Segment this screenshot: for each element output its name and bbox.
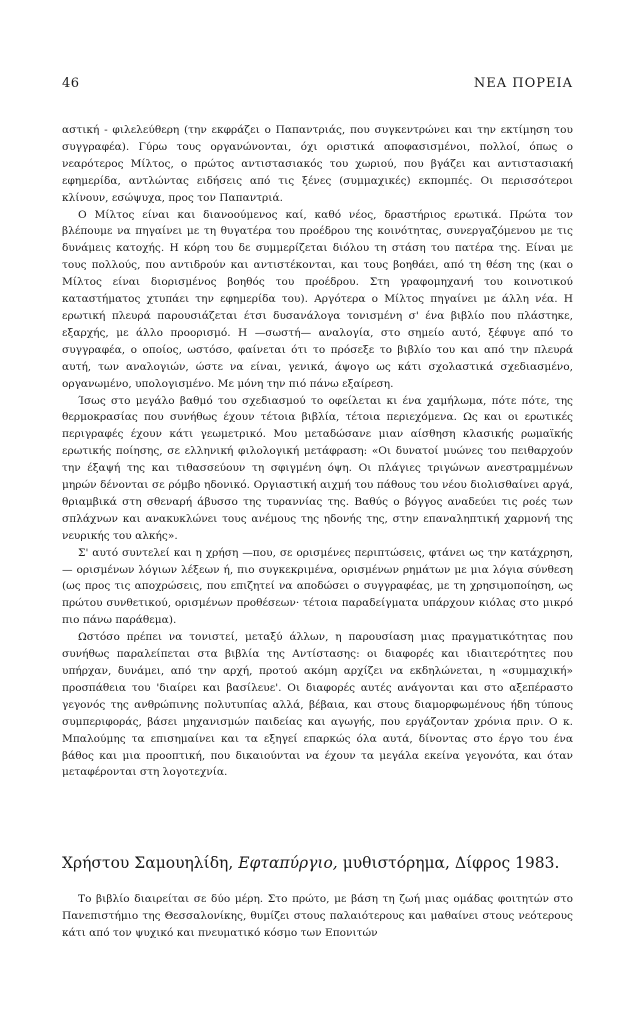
article-body <box>62 122 573 781</box>
paragraph: αστική - φιλελεύθερη (την εκφράζει ο Παπαντριάς, που συγκεντρώνει και την εκτίμηση του συγγραφέα). Γύρω τους οργανώνονται, όχι οριστικά αποφασισμένοι, πολλοί, όπως ο νεαρότερος Μίλτος, ο πρώτος αντιστασιακός του χωριού, που βγάζει και αντιστασιακή εφημερίδα, αντλώντας ειδήσεις από τις ξένες (συμμαχικές) εκπομπές. Οι περισσότεροι κλίνουν, εσώψυχα, προς τον Παπαντριά. <box>62 124 573 204</box>
running-head <box>62 76 573 94</box>
paragraph: Το βιβλίο διαιρείται σε δύο μέρη. Στο πρώτο, με βάση τη ζωή μιας ομάδας φοιτητών στο Πανεπιστήμιο της Θεσσαλονίκης, θυμίζει στους παλαιότερους και μαθαίνει στους νεότερους κάτι από τον ψυχικό και πνευματικό κόσμο των Επονιτών <box>62 893 573 939</box>
review-body <box>62 891 573 942</box>
paragraph: Ο Μίλτος είναι και διανοούμενος καί, καθό νέος, δραστήριος ερωτικά. Πρώτα τον βλέπουμε να πηγαίνει με τη θυγατέρα του προέδρου της κοινότητας, συνεργαζόμενου με τις δυνάμεις κατοχής. Η κόρη του δε συμμερίζεται διόλου τη στάση του πατέρα της. Είναι με τους πολλούς, που αντιδρούν και αντιστέκονται, και τους βοηθάει, από τη θέση της (και ο Μίλτος είναι διορισμένος βοηθός του προέδρου. Στη γραφομηχανή του κοινοτικού καταστήματος χτυπάει την εφημερίδα του). Αργότερα ο Μίλτος πηγαίνει με άλλη νέα. Η ερωτική πλευρά παρουσιάζεται έτσι δυσανάλογα τονισμένη σ' ένα βιβλίο που πλάστηκε, εξαρχής, με άλλο προορισμό. Η —σωστή— αναλογία, στο σημείο αυτό, ξέφυγε από το συγγραφέα, ο οποίος, ωστόσο, φαίνεται ότι το πρόσεξε το βιβλίο του και από την πλευρά αυτή, των αναλογιών, ώστε να είναι, γενικά, άψογο ως κάτι σχολαστικά σχεδιασμένο, οργανωμένο, υπολογισμένο. Με μόνη την πιό πάνω εξαίρεση. <box>62 208 573 390</box>
page-number: 46 <box>62 76 80 91</box>
journal-title: ΝΕΑ ΠΟΡΕΙΑ <box>473 76 573 91</box>
paragraph: Ίσως στο μεγάλο βαθμό του σχεδιασμού το οφείλεται κι ένα χαμήλωμα, πότε πότε, της θερμοκρασίας που συνήθως έχουν τέτοια βιβλία, τέτοια περιεχόμενα. Ως και οι ερωτικές περιγραφές έχουν κάτι γεωμετρικό. Μου μεταδώσανε μιαν αίσθηση κλασικής ρωμαϊκής ερωτικής ποίησης, σε ελληνική φιλολογική μετάφραση: «Οι δυνατοί μυώνες του πειθαρχούν την έξαψή της και τιθασσεύουν τη σφιγμένη όψη. Οι πλάγιες τριγώνων ανεστραμμένων μηρών δένονται σε ρόμβο ηδονικό. Οργιαστική αιχμή του πάθους του νέου διολισθαίνει αργά, θριαμβικά στη σθεναρή άβυσσο της τυραννίας της. Βαθύς ο βόγγος αναδεύει τις ροές των σπλάχνων και ανακυκλώνει τους ανέμους της ηδονής της, στην επαναληπτική χαρμονή της νευρικής του αλκής». <box>62 394 573 542</box>
review-author: Χρήστου Σαμουηλίδη, <box>62 854 234 872</box>
review-book-title: Εφταπύργιο, <box>238 854 338 872</box>
review-book-details: μυθιστόρημα, Δίφρος 1983. <box>342 854 560 872</box>
paragraph: Ωστόσο πρέπει να τονιστεί, μεταξύ άλλων, η παρουσίαση μιας πραγματικότητας που συνήθως παραλείπεται στα βιβλία της Αντίστασης: οι διαφορές και ιδιαιτερότητες που υπήρχαν, δυνάμει, από την αρχή, προτού ακόμη αρχίζει να εκδηλώνεται, η «συμμαχική» προσπάθεια του 'διαίρει και βασίλευε'. Οι διαφορές αυτές ανάγονται και στο αξεπέραστο γεγονός της ανθρώπινης πολυτυπίας αλλά, βέβαια, και στους διαμορφωμένους ήδη τύπους συμπεριφοράς, βάσει μηχανισμών παιδείας και αγωγής, που εργάζονταν χρόνια πριν. Ο κ. Μπαλούμης τα επισημαίνει και τα εξηγεί επαρκώς όλα αυτά, δίνοντας στο έργο του ένα βάθος και μια προοπτική, που δικαιούνται να έχουν τα μεγάλα εκείνα γεγονότα, και όταν μεταφέρονται στη λογοτεχνία. <box>62 631 573 779</box>
paragraph: Σ' αυτό συντελεί και η χρήση —που, σε ορισμένες περιπτώσεις, φτάνει ως την κατάχρηση,— ορισμένων λόγιων λέξεων ή, πιο συγκεκριμένα, ορισμένων ρημάτων με μια λόγια σύνθεση (ως προς τις αποχρώσεις, που επιζητεί να αποδώσει ο συγγραφέας, με τη χρησιμοποίηση, ως πρώτου συνθετικού, ορισμένων προθέσεων· τέτοια παραδείγματα υπάρχουν κιόλας στο μικρό πιο πάνω παράθεμα). <box>62 546 573 627</box>
review-heading <box>62 853 573 873</box>
